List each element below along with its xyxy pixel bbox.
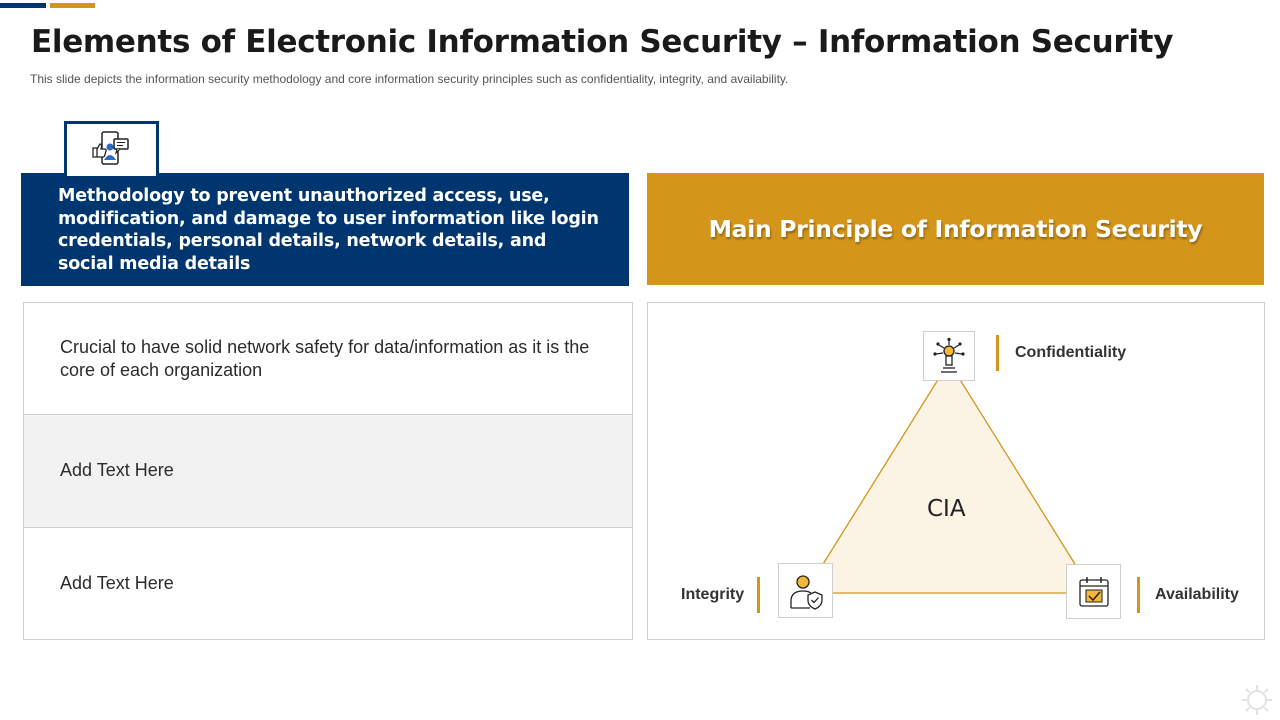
confidentiality-label: Confidentiality	[1015, 344, 1127, 361]
availability-divider	[1137, 577, 1140, 613]
integrity-label: Integrity	[681, 586, 745, 603]
availability-label: Availability	[1155, 586, 1239, 603]
row-text: Add Text Here	[60, 460, 174, 481]
confidentiality-divider	[996, 335, 999, 371]
slide-title: Elements of Electronic Information Security – Information Security	[31, 24, 1174, 60]
availability-icon-box	[1066, 564, 1121, 619]
integrity-icon-box	[778, 563, 833, 618]
watermark-gear-icon	[1240, 683, 1274, 717]
social-media-phone-icon	[90, 130, 134, 170]
network-idea-icon	[931, 337, 967, 375]
calendar-check-icon	[1076, 574, 1112, 610]
methodology-header: Methodology to prevent unauthorized access, use, modification, and damage to user information like login credentials, personal details, network details, and social media details	[21, 173, 629, 286]
row-text: Add Text Here	[60, 573, 174, 594]
cia-center-label: CIA	[927, 496, 966, 522]
methodology-icon-tab	[64, 121, 159, 176]
row-text: Crucial to have solid network safety for data/information as it is the core of each organization	[60, 337, 590, 380]
principle-header-title: Main Principle of Information Security	[708, 215, 1203, 243]
confidentiality-icon-box	[923, 331, 975, 381]
user-shield-icon	[786, 571, 826, 611]
integrity-divider	[757, 577, 760, 613]
slide-subtitle: This slide depicts the information security methodology and core information security principles such as confidentiality, integrity, and availability.	[30, 72, 789, 86]
